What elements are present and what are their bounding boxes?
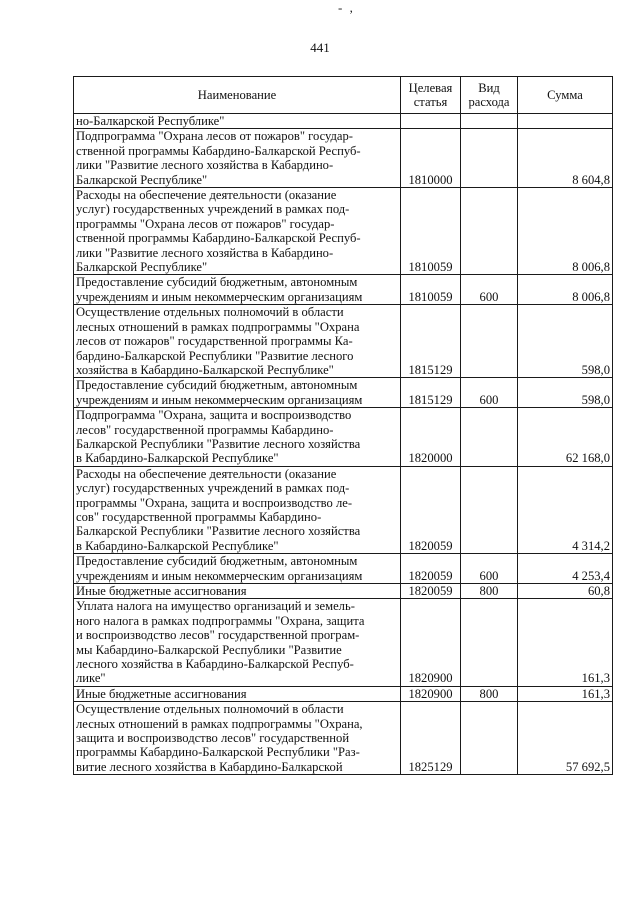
row-article-cell: 1820059 <box>401 466 461 553</box>
row-name-line: Расходы на обеспечение деятельности (оказание <box>76 466 337 481</box>
row-name-line: лесных отношений в рамках подпрограммы "Охрана, <box>76 716 363 731</box>
header-article-line: Целевая <box>408 80 453 95</box>
row-sum-cell: 8 006,8 <box>518 188 613 275</box>
page-number: 441 <box>310 40 330 55</box>
table-row <box>74 408 613 467</box>
row-name-line: лесного хозяйства в Кабардино-Балкарской Респуб- <box>76 657 354 672</box>
row-name-cell <box>74 702 401 775</box>
row-name-line: Балкарской Республики "Развитие лесного хозяйства <box>76 436 361 451</box>
row-name-cell <box>74 686 401 701</box>
row-sum-cell: 8 006,8 <box>518 275 613 305</box>
row-name-line: защита и воспроизводство лесов" государственной <box>76 731 350 746</box>
row-name-line: Осуществление отдельных полномочий в области <box>76 305 344 320</box>
row-kind-cell <box>461 599 518 686</box>
row-name-line: Подпрограмма "Охрана лесов от пожаров" государ- <box>76 129 353 144</box>
row-name-cell <box>74 466 401 553</box>
row-name-line: в Кабардино-Балкарской Республике" <box>76 451 279 466</box>
row-kind-cell <box>461 408 518 467</box>
row-kind-cell: 600 <box>461 378 518 408</box>
table-row <box>74 114 613 129</box>
row-name-line: мы Кабардино-Балкарской Республики "Развитие <box>76 642 342 657</box>
row-article-cell: 1825129 <box>401 702 461 775</box>
row-name-cell <box>74 378 401 408</box>
row-sum-cell: 8 604,8 <box>518 129 613 188</box>
header-article-line: статья <box>413 95 448 109</box>
row-sum-cell: 4 253,4 <box>518 554 613 584</box>
table-row <box>74 188 613 275</box>
table-row <box>74 466 613 553</box>
table-row <box>74 702 613 775</box>
row-article-cell: 1820900 <box>401 599 461 686</box>
row-name-line: лики "Развитие лесного хозяйства в Кабардино- <box>76 245 334 260</box>
row-name-line: программы Кабардино-Балкарской Республики "Раз- <box>76 745 360 760</box>
table-row <box>74 686 613 701</box>
row-name-line: но-Балкарской Республике" <box>76 114 225 128</box>
row-name-line: ного налога в рамках подпрограммы "Охрана, защита <box>76 613 365 628</box>
row-name-line: учреждениям и иным некоммерческим организациям <box>76 392 363 407</box>
row-sum-cell: 62 168,0 <box>518 408 613 467</box>
row-sum-cell: 598,0 <box>518 305 613 378</box>
row-article-cell: 1820000 <box>401 408 461 467</box>
row-kind-cell: 800 <box>461 686 518 701</box>
row-article-cell: 1810059 <box>401 188 461 275</box>
row-kind-cell: 600 <box>461 275 518 305</box>
row-name-cell <box>74 584 401 599</box>
row-kind-cell <box>461 466 518 553</box>
row-name-cell <box>74 408 401 467</box>
row-article-cell: 1810000 <box>401 129 461 188</box>
row-name-line: Балкарской Республике" <box>76 260 208 275</box>
row-name-line: витие лесного хозяйства в Кабардино-Балкарской <box>76 759 343 774</box>
table-row <box>74 554 613 584</box>
row-article-cell: 1820900 <box>401 686 461 701</box>
row-kind-cell <box>461 305 518 378</box>
row-sum-cell: 161,3 <box>518 599 613 686</box>
row-name-line: ственной программы Кабардино-Балкарской Респуб- <box>76 143 361 158</box>
row-name-line: Иные бюджетные ассигнования <box>76 686 247 701</box>
row-name-line: лесных отношений в рамках подпрограммы "Охрана <box>76 319 360 334</box>
row-name-line: Предоставление субсидий бюджетным, автономным <box>76 554 358 569</box>
row-name-line: учреждениям и иным некоммерческим организациям <box>76 568 363 583</box>
row-article-cell: 1815129 <box>401 378 461 408</box>
row-name-line: Осуществление отдельных полномочий в области <box>76 702 344 717</box>
row-kind-cell: 600 <box>461 554 518 584</box>
table-body <box>74 114 613 775</box>
row-name-line: услуг) государственных учреждений в рамках под- <box>76 202 350 217</box>
budget-table <box>73 76 613 775</box>
header-kind <box>461 77 518 114</box>
header-article <box>401 77 461 114</box>
row-kind-cell <box>461 129 518 188</box>
table-row <box>74 275 613 305</box>
header-kind-line: расхода <box>468 95 510 109</box>
row-kind-cell: 800 <box>461 584 518 599</box>
row-name-line: ственной программы Кабардино-Балкарской Респуб- <box>76 231 361 246</box>
row-name-cell <box>74 188 401 275</box>
row-name-line: лесов от пожаров" государственной программы Ка- <box>76 334 353 349</box>
table-row <box>74 599 613 686</box>
scan-mark: - , <box>338 0 355 15</box>
row-sum-cell <box>518 114 613 129</box>
row-name-line: программы "Охрана, защита и воспроизводство ле- <box>76 495 353 510</box>
row-name-cell <box>74 599 401 686</box>
row-sum-cell: 161,3 <box>518 686 613 701</box>
row-name-line: Предоставление субсидий бюджетным, автономным <box>76 275 358 290</box>
row-name-cell <box>74 275 401 305</box>
header-sum: Сумма <box>518 77 613 114</box>
header-kind-line: Вид <box>478 80 500 95</box>
row-name-line: Предоставление субсидий бюджетным, автономным <box>76 378 358 393</box>
row-name-line: лике" <box>76 671 106 686</box>
row-name-line: лики "Развитие лесного хозяйства в Кабардино- <box>76 158 334 173</box>
row-article-cell: 1820059 <box>401 554 461 584</box>
row-article-cell <box>401 114 461 129</box>
table-row <box>74 129 613 188</box>
header-name: Наименование <box>74 77 401 114</box>
row-name-line: и воспроизводство лесов" государственной програм- <box>76 628 360 643</box>
row-article-cell: 1820059 <box>401 584 461 599</box>
row-name-line: хозяйства в Кабардино-Балкарской Республике" <box>76 362 334 377</box>
row-name-line: Уплата налога на имущество организаций и земель- <box>76 599 355 614</box>
row-name-line: программы "Охрана лесов от пожаров" государ- <box>76 216 335 231</box>
row-kind-cell <box>461 114 518 129</box>
row-kind-cell <box>461 188 518 275</box>
row-name-line: Подпрограмма "Охрана, защита и воспроизводство <box>76 408 352 423</box>
row-sum-cell: 598,0 <box>518 378 613 408</box>
row-name-line: Иные бюджетные ассигнования <box>76 584 247 598</box>
row-name-cell <box>74 305 401 378</box>
row-name-line: в Кабардино-Балкарской Республике" <box>76 538 279 553</box>
row-name-line: услуг) государственных учреждений в рамках под- <box>76 481 350 496</box>
row-name-line: лесов" государственной программы Кабардино- <box>76 422 334 437</box>
row-name-line: учреждениям и иным некоммерческим организациям <box>76 289 363 304</box>
row-name-line: сов" государственной программы Кабардино- <box>76 509 322 524</box>
table-row <box>74 378 613 408</box>
row-name-line: бардино-Балкарской Республики "Развитие лесного <box>76 348 354 363</box>
row-article-cell: 1810059 <box>401 275 461 305</box>
row-name-cell <box>74 129 401 188</box>
table-row <box>74 584 613 599</box>
row-sum-cell: 60,8 <box>518 584 613 599</box>
row-sum-cell: 57 692,5 <box>518 702 613 775</box>
row-name-cell <box>74 554 401 584</box>
table-row <box>74 305 613 378</box>
table-header-row <box>74 77 613 114</box>
row-name-line: Балкарской Республики "Развитие лесного хозяйства <box>76 524 361 539</box>
row-name-line: Балкарской Республике" <box>76 172 208 187</box>
row-name-cell <box>74 114 401 129</box>
row-article-cell: 1815129 <box>401 305 461 378</box>
row-kind-cell <box>461 702 518 775</box>
row-name-line: Расходы на обеспечение деятельности (оказание <box>76 188 337 203</box>
row-sum-cell: 4 314,2 <box>518 466 613 553</box>
